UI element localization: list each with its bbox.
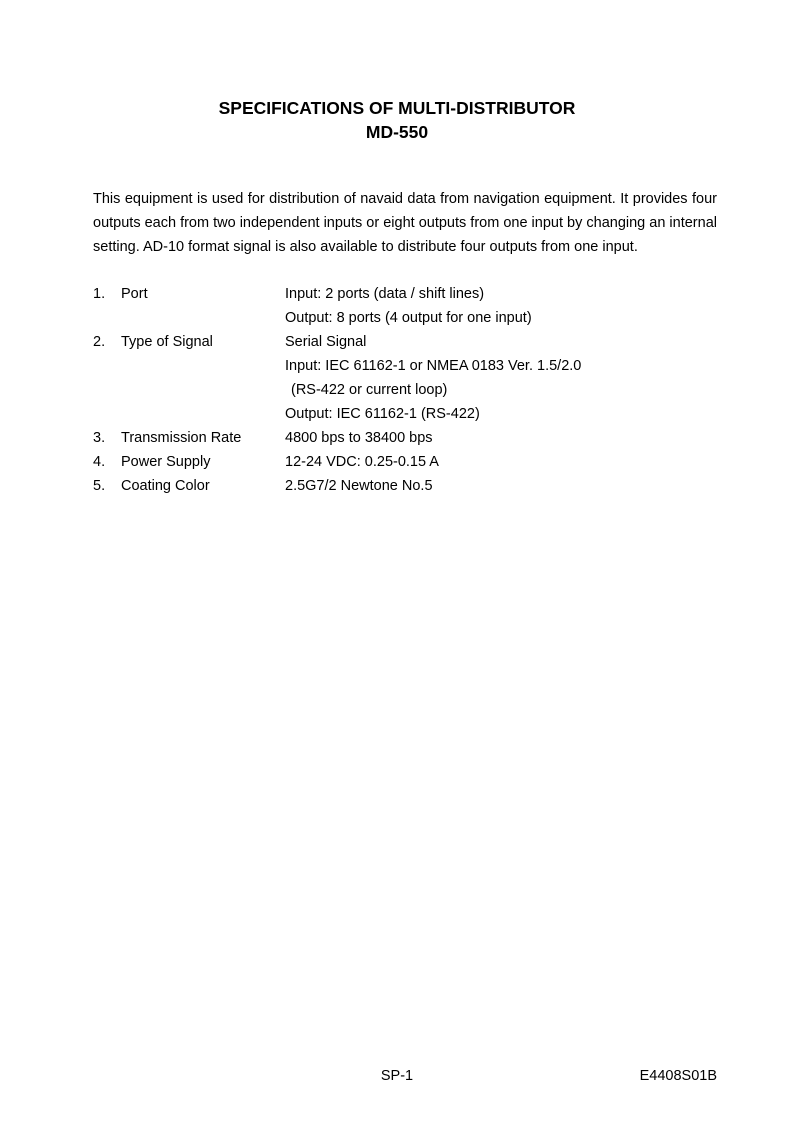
spec-label: Power Supply — [121, 454, 211, 470]
spec-number: 3. — [93, 430, 106, 446]
spec-number: 1. — [93, 286, 106, 302]
spec-values — [285, 450, 717, 474]
intro-paragraph: This equipment is used for distribution of navaid data from navigation equipment. It provides four outputs each from two independent inputs or eight outputs from one input by changing an internal setting. AD-10 format signal is also available to distribute four outputs from one input. — [93, 191, 717, 255]
title-line-1: SPECIFICATIONS OF MULTI-DISTRIBUTOR — [218, 98, 576, 118]
title-line-2: MD-550 — [365, 122, 429, 142]
spec-value-line: (RS-422 or current loop) — [291, 382, 448, 398]
document-title — [0, 96, 794, 144]
spec-value-line: 4800 bps to 38400 bps — [285, 430, 433, 446]
spec-item-power-supply — [93, 450, 717, 474]
spec-label: Port — [121, 286, 148, 302]
spec-value-line: 12-24 VDC: 0.25-0.15 A — [285, 454, 439, 470]
page-number: SP-1 — [380, 1068, 414, 1084]
spec-values — [285, 474, 717, 498]
spec-number: 4. — [93, 454, 106, 470]
spec-item-type-of-signal — [93, 330, 717, 426]
spec-item-coating-color — [93, 474, 717, 498]
specifications-list — [93, 282, 717, 498]
spec-label: Transmission Rate — [121, 430, 242, 446]
spec-values — [285, 282, 717, 330]
spec-values — [285, 330, 717, 426]
spec-value-line: Output: 8 ports (4 output for one input) — [285, 310, 532, 326]
spec-number: 2. — [93, 334, 106, 350]
spec-label: Coating Color — [121, 478, 210, 494]
document-code: E4408S01B — [639, 1068, 717, 1084]
spec-number: 5. — [93, 478, 106, 494]
spec-value-line: Serial Signal — [285, 334, 367, 350]
spec-value-line: Input: 2 ports (data / shift lines) — [285, 286, 485, 302]
spec-value-line: Input: IEC 61162-1 or NMEA 0183 Ver. 1.5/2.0 — [285, 358, 582, 374]
spec-value-line: Output: IEC 61162-1 (RS-422) — [285, 406, 480, 422]
spec-item-transmission-rate — [93, 426, 717, 450]
spec-value-line: 2.5G7/2 Newtone No.5 — [285, 478, 433, 494]
spec-label: Type of Signal — [121, 334, 213, 350]
spec-values — [285, 426, 717, 450]
spec-item-port — [93, 282, 717, 330]
